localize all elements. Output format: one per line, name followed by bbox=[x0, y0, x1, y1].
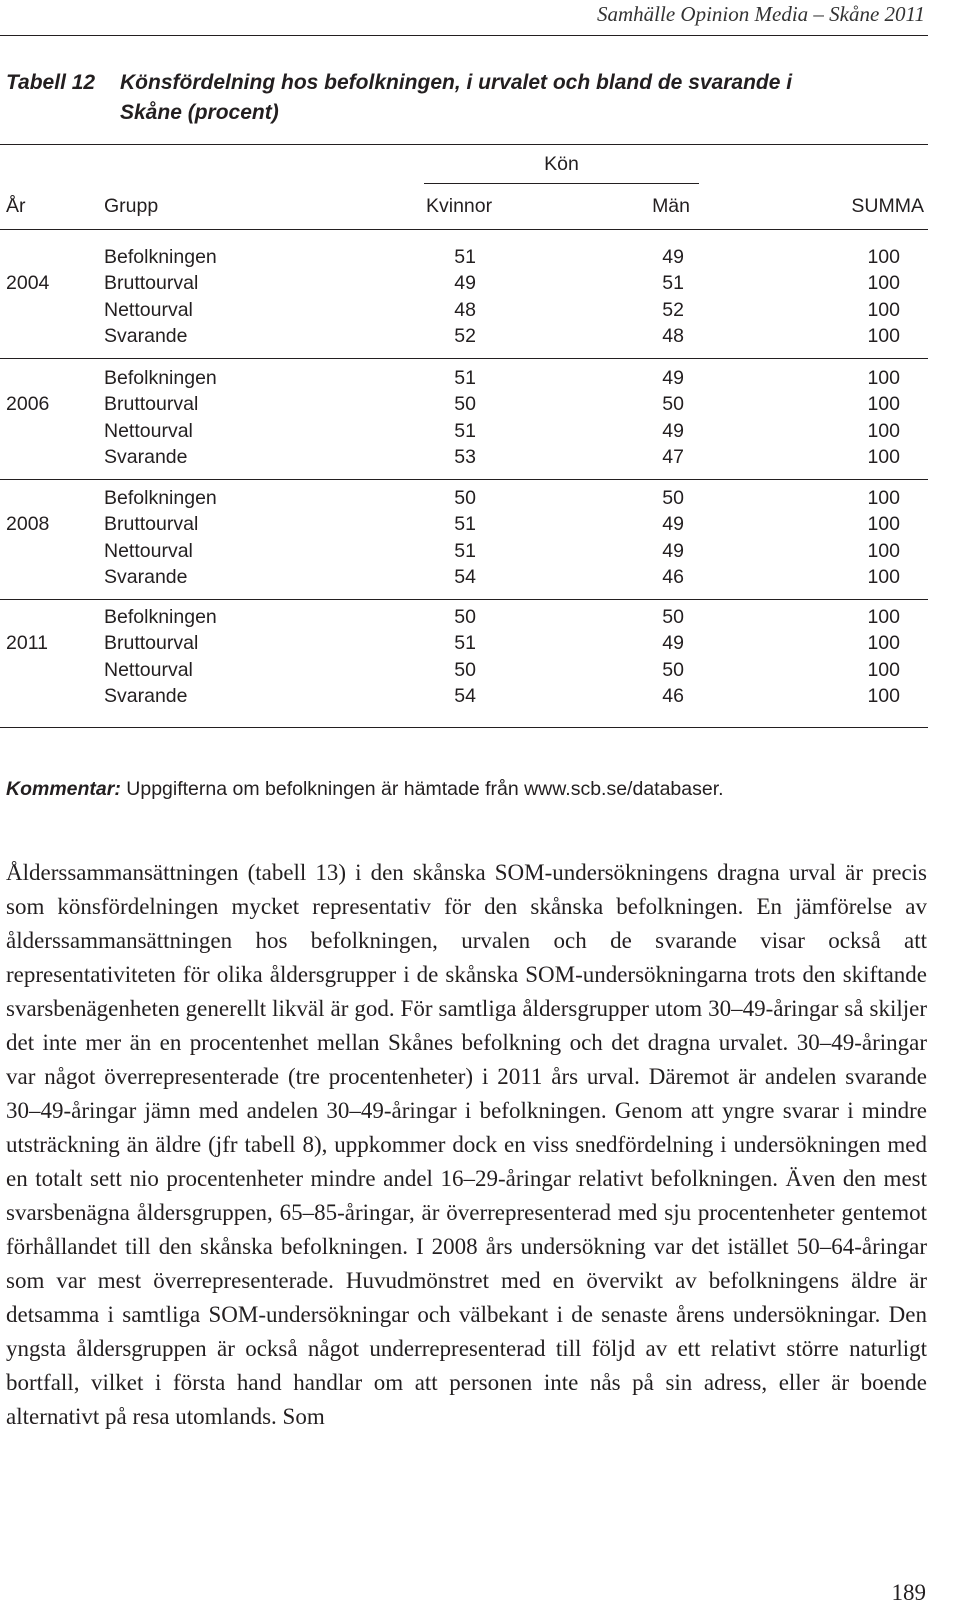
cell-kvinnor: 53 bbox=[454, 445, 476, 468]
cell-group: Nettourval bbox=[104, 658, 193, 681]
cell-group: Befolkningen bbox=[104, 367, 217, 389]
cell-man: 49 bbox=[662, 513, 684, 536]
cell-summa: 100 bbox=[867, 324, 900, 347]
cell-man: 50 bbox=[662, 658, 684, 681]
cell-kvinnor: 51 bbox=[454, 246, 476, 268]
cell-summa: 100 bbox=[867, 367, 900, 389]
cell-summa: 100 bbox=[867, 445, 900, 468]
cell-man: 46 bbox=[662, 684, 684, 707]
cell-summa: 100 bbox=[867, 606, 900, 628]
cell-summa: 100 bbox=[867, 419, 900, 442]
block-divider bbox=[0, 599, 928, 600]
page-number: 189 bbox=[891, 1580, 926, 1605]
spanner-rule bbox=[424, 183, 699, 184]
cell-summa: 100 bbox=[867, 246, 900, 268]
header-kvinnor: Kvinnor bbox=[426, 195, 493, 217]
header-ar: År bbox=[6, 195, 26, 217]
cell-group: Svarande bbox=[104, 684, 188, 707]
cell-man: 48 bbox=[662, 324, 684, 347]
cell-kvinnor: 52 bbox=[454, 324, 476, 347]
cell-man: 51 bbox=[662, 272, 684, 295]
cell-summa: 100 bbox=[867, 513, 900, 536]
cell-group: Svarande bbox=[104, 445, 188, 468]
cell-man: 49 bbox=[662, 367, 684, 389]
table-title-line2: Skåne (procent) bbox=[120, 101, 279, 124]
header-man: Män bbox=[652, 195, 690, 217]
cell-group: Befolkningen bbox=[104, 246, 217, 268]
header-grupp: Grupp bbox=[104, 195, 159, 217]
cell-group: Bruttourval bbox=[104, 632, 199, 655]
cell-man: 47 bbox=[662, 445, 684, 468]
comment-text: Uppgifterna om befolkningen är hämtade från www.scb.se/databaser. bbox=[120, 778, 724, 800]
cell-summa: 100 bbox=[867, 684, 900, 707]
table-number: Tabell 12 bbox=[6, 71, 96, 94]
spanner-kon: Kön bbox=[544, 153, 579, 175]
header-rule bbox=[0, 35, 928, 36]
header-bottom-rule bbox=[0, 229, 928, 230]
cell-summa: 100 bbox=[867, 298, 900, 321]
cell-summa: 100 bbox=[867, 487, 900, 509]
cell-group: Bruttourval bbox=[104, 272, 199, 295]
year-label: 2011 bbox=[6, 632, 48, 655]
cell-group: Svarande bbox=[104, 324, 188, 347]
cell-kvinnor: 50 bbox=[454, 658, 476, 681]
year-label: 2006 bbox=[6, 393, 50, 416]
cell-kvinnor: 54 bbox=[454, 684, 476, 707]
cell-kvinnor: 49 bbox=[454, 272, 476, 295]
cell-summa: 100 bbox=[867, 565, 900, 588]
cell-kvinnor: 50 bbox=[454, 393, 476, 416]
table-comment bbox=[6, 778, 724, 801]
body-paragraph: Ålderssammansättningen (tabell 13) i den skånska SOM-undersökningens dragna urval är precis som könsfördelningen mycket representativ för den skånska befolkningen. En jämförelse av ålderssammansättningen hos befolkningen, urvalen och de svarande visar också att representativiteten för olika åldersgrupper i de skånska SOM-undersökningarna trots den skiftande svarsbenägenheten generellt likväl är god. För samtliga åldersgrupper utom 30–49-åringar så skiljer det inte mer än en procentenhet mellan Skånes befolkning och det dragna urvalet. 30–49-åringar var något överrepresenterade (tre procentenheter) i 2011 års urval. Däremot är andelen svarande 30–49-åringar jämn med andelen 30–49-åringar i befolkningen. Genom att yngre svarar i mindre utsträckning än äldre (jfr tabell 8), uppkommer dock en viss snedfördelning i undersökningen med en totalt sett nio procentenheter mindre andel 16–29-åringar relativt befolkningen. Även den mest svarsbenägna åldersgruppen, 65–85-åringar, är överrepresenterad med sju procentenheter gentemot förhållandet till den skånska befolkningen. I 2008 års undersökning var det istället 50–64-åringar som var mest överrepresenterade. Huvudmönstret med en övervikt av befolkningens äldre är detsamma i samtliga SOM-undersökningar och välbekant i de senaste årens undersökningar. Den yngsta åldersgruppen är också något underrepresenterad till följd av ett relativt större naturligt bortfall, vilket i första hand handlar om att personen inte nås på sin adress, eller är boende alternativt på resa utomlands. Som bbox=[6, 860, 927, 1429]
header-summa: SUMMA bbox=[851, 195, 924, 217]
cell-group: Nettourval bbox=[104, 539, 193, 562]
cell-summa: 100 bbox=[867, 658, 900, 681]
cell-kvinnor: 51 bbox=[454, 367, 476, 389]
cell-group: Nettourval bbox=[104, 419, 193, 442]
cell-kvinnor: 48 bbox=[454, 298, 476, 321]
cell-group: Befolkningen bbox=[104, 606, 217, 628]
cell-kvinnor: 50 bbox=[454, 487, 476, 509]
cell-group: Nettourval bbox=[104, 298, 193, 321]
comment-label: Kommentar: bbox=[6, 778, 121, 800]
cell-kvinnor: 54 bbox=[454, 565, 476, 588]
cell-summa: 100 bbox=[867, 393, 900, 416]
table-caption bbox=[6, 68, 926, 128]
table-top-rule bbox=[0, 144, 928, 145]
cell-kvinnor: 50 bbox=[454, 606, 476, 628]
cell-man: 49 bbox=[662, 246, 684, 268]
cell-man: 49 bbox=[662, 632, 684, 655]
block-divider bbox=[0, 479, 928, 480]
cell-man: 50 bbox=[662, 487, 684, 509]
cell-man: 49 bbox=[662, 539, 684, 562]
year-label: 2008 bbox=[6, 513, 50, 536]
running-head: Samhälle Opinion Media – Skåne 2011 bbox=[597, 2, 925, 26]
cell-group: Svarande bbox=[104, 565, 188, 588]
cell-kvinnor: 51 bbox=[454, 419, 476, 442]
cell-man: 52 bbox=[662, 298, 684, 321]
cell-man: 49 bbox=[662, 419, 684, 442]
cell-kvinnor: 51 bbox=[454, 632, 476, 655]
table-bottom-rule bbox=[0, 727, 928, 728]
cell-group: Bruttourval bbox=[104, 513, 199, 536]
table-title-line1: Könsfördelning hos befolkningen, i urvalet och bland de svarande i bbox=[120, 71, 793, 94]
cell-man: 50 bbox=[662, 606, 684, 628]
cell-kvinnor: 51 bbox=[454, 513, 476, 536]
cell-group: Befolkningen bbox=[104, 487, 217, 509]
block-divider bbox=[0, 358, 928, 359]
cell-man: 50 bbox=[662, 393, 684, 416]
cell-summa: 100 bbox=[867, 539, 900, 562]
year-label: 2004 bbox=[6, 272, 50, 295]
cell-kvinnor: 51 bbox=[454, 539, 476, 562]
cell-group: Bruttourval bbox=[104, 393, 199, 416]
cell-man: 46 bbox=[662, 565, 684, 588]
cell-summa: 100 bbox=[867, 272, 900, 295]
cell-summa: 100 bbox=[867, 632, 900, 655]
